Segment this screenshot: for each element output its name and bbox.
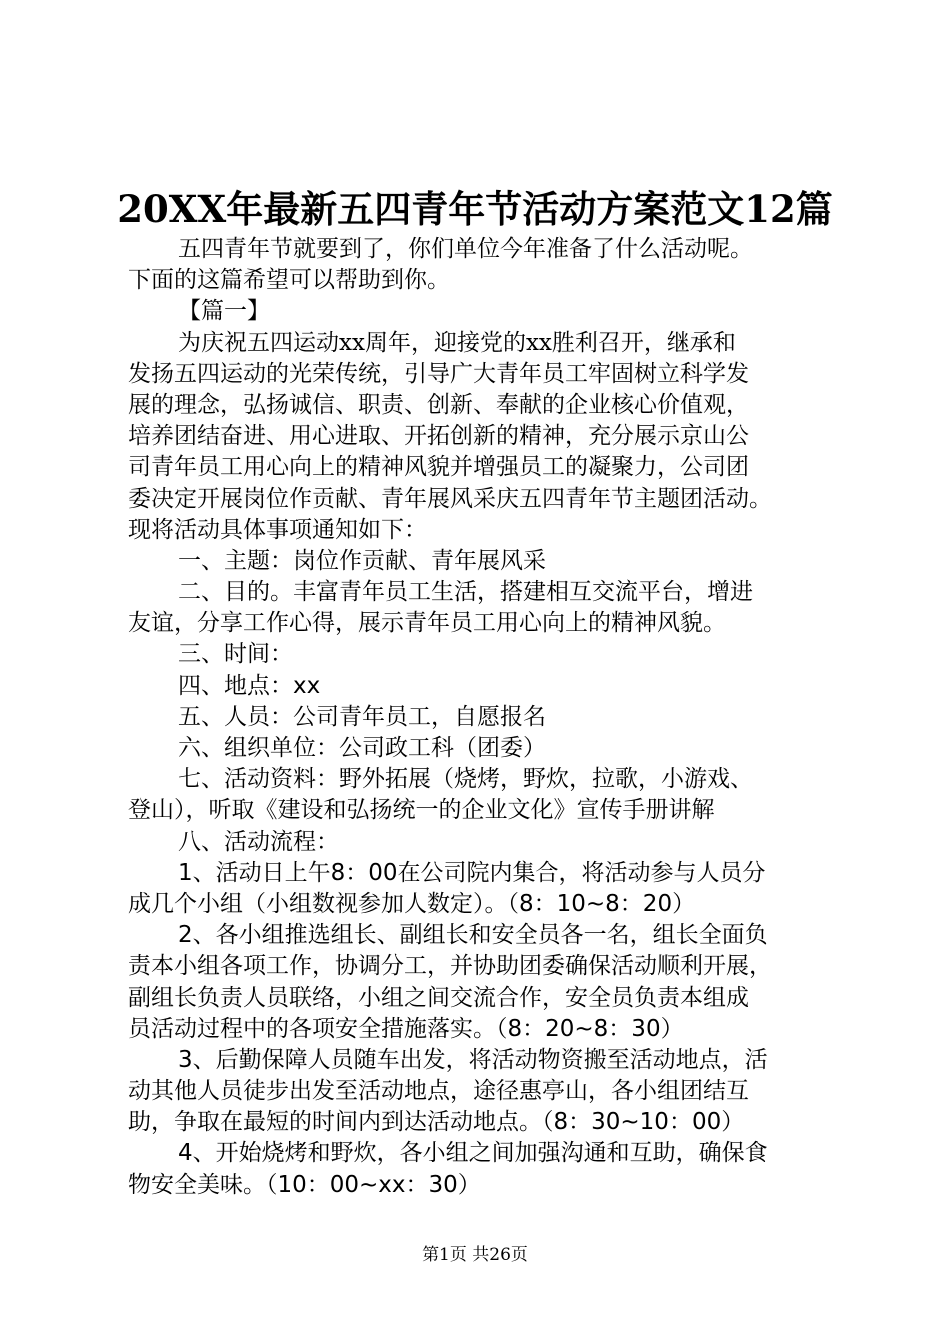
body-line: 物安全美味。（10：00~xx：30） — [128, 1171, 481, 1198]
body-line: 发扬五四运动的光荣传统，引导广大青年员工牢固树立科学发 — [128, 360, 749, 387]
body-line: 成几个小组（小组数视参加人数定）。（8：10~8：20） — [128, 890, 696, 917]
list-item: 六、组织单位：公司政工科（团委） — [178, 735, 546, 761]
body-line: 友谊，分享工作心得，展示青年员工用心向上的精神风貌。 — [128, 610, 726, 637]
body-line: 培养团结奋进、用心进取、开拓创新的精神，充分展示京山公 — [128, 423, 749, 450]
body-line: 员活动过程中的各项安全措施落实。（8：20~8：30） — [128, 1015, 684, 1042]
list-item: 2、各小组推选组长、副组长和安全员各一名，组长全面负 — [178, 922, 768, 949]
list-item: 七、活动资料：野外拓展（烧烤，野炊，拉歌，小游戏、 — [178, 766, 753, 793]
body-line: 登山），听取《建设和弘扬统一的企业文化》宣传手册讲解 — [128, 797, 715, 824]
page-footer: 第1页 共26页 — [422, 1245, 528, 1265]
document-title: 20XX年最新五四青年节活动方案范文12篇 — [117, 187, 833, 231]
body-line: 助，争取在最短的时间内到达活动地点。（8：30~10：00） — [128, 1109, 745, 1136]
document-body — [128, 234, 832, 1201]
list-item: 二、目的。丰富青年员工生活，搭建相互交流平台，增进 — [178, 579, 753, 606]
section-heading: 【篇一】 — [178, 298, 270, 325]
list-item: 五、人员：公司青年员工，自愿报名 — [178, 703, 546, 730]
body-line: 司青年员工用心向上的精神风貌并增强员工的凝聚力，公司团 — [128, 454, 749, 481]
list-item: 八、活动流程： — [178, 828, 339, 855]
list-item: 三、时间： — [178, 641, 293, 668]
body-line: 现将活动具体事项通知如下： — [128, 516, 427, 543]
body-line: 为庆祝五四运动xx周年，迎接党的xx胜利召开，继承和 — [178, 329, 736, 356]
list-item: 3、后勤保障人员随车出发，将活动物资搬至活动地点，活 — [178, 1046, 768, 1073]
body-line: 五四青年节就要到了，你们单位今年准备了什么活动呢。 — [178, 236, 753, 262]
list-item: 一、主题：岗位作贡献、青年展风采 — [178, 547, 546, 574]
body-line: 责本小组各项工作，协调分工，并协助团委确保活动顺利开展， — [128, 953, 772, 980]
body-line: 动其他人员徒步出发至活动地点，途径惠亭山，各小组团结互 — [128, 1078, 749, 1105]
list-item: 四、地点：xx — [178, 672, 321, 699]
list-item: 1、活动日上午8：00在公司院内集合，将活动参与人员分 — [178, 859, 766, 886]
body-line: 下面的这篇希望可以帮助到你。 — [128, 267, 450, 294]
list-item: 4、开始烧烤和野炊，各小组之间加强沟通和互助，确保食 — [178, 1140, 768, 1167]
body-line: 委决定开展岗位作贡献、青年展风采庆五四青年节主题团活动。 — [128, 485, 772, 512]
body-line: 副组长负责人员联络，小组之间交流合作，安全员负责本组成 — [128, 984, 749, 1011]
body-line: 展的理念，弘扬诚信、职责、创新、奉献的企业核心价值观， — [128, 391, 749, 418]
